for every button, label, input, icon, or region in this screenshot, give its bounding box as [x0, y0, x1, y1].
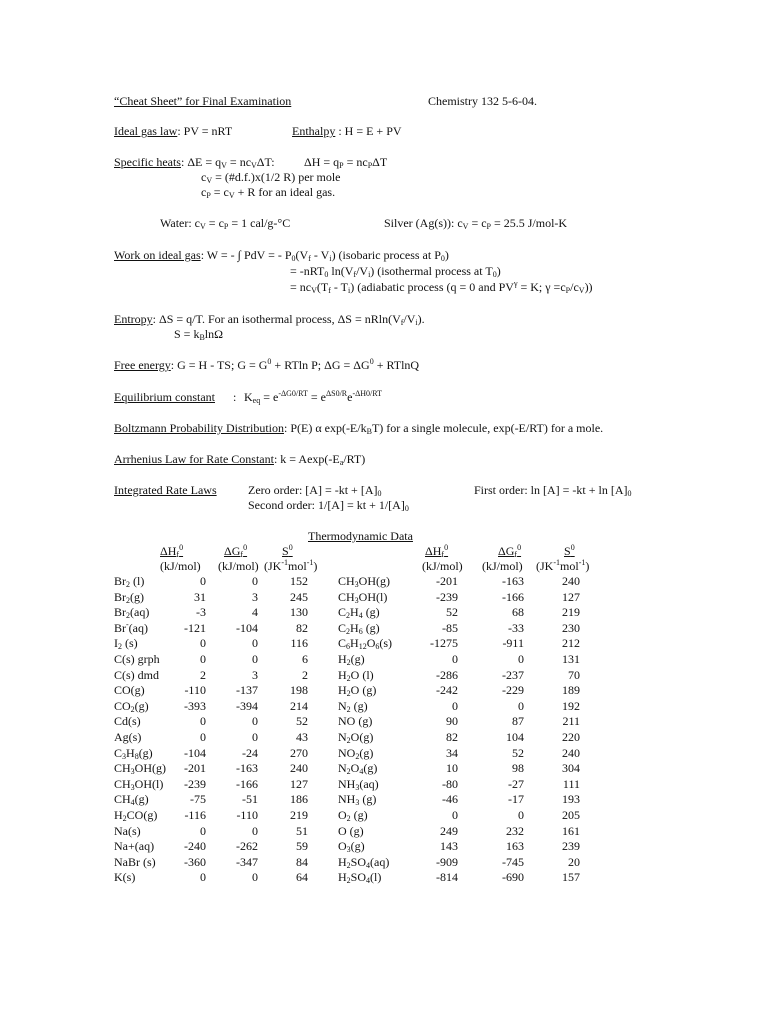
table-row [0, 792, 768, 808]
gibbs-value: -166 [236, 776, 258, 791]
enthalpy-value: -121 [184, 620, 206, 635]
enthalpy-value: -80 [442, 776, 458, 791]
entropy-value: 205 [562, 808, 580, 822]
enthalpy-value: -239 [184, 776, 206, 791]
entropy-value: 2 [302, 667, 308, 682]
gibbs-value: -745 [502, 854, 524, 869]
compound-name: C(s) dmd [114, 667, 159, 682]
entropy-value: 219 [562, 605, 580, 620]
table-row [0, 839, 768, 855]
gibbs-value: -690 [502, 870, 524, 885]
gibbs-value: -27 [508, 776, 524, 791]
enthalpy-value: -240 [184, 839, 206, 854]
entropy-value: 70 [568, 667, 580, 682]
enthalpy-value: 2 [200, 667, 206, 682]
enthalpy-label: Enthalpy [292, 124, 336, 138]
entropy-value: 20 [568, 854, 580, 869]
entropy-value: 186 [290, 792, 308, 807]
course-label: Chemistry 132 5-6-04. [428, 94, 537, 108]
compound-name: $I_2$ (s) [114, 636, 138, 652]
compound-name: $C_6H_{12}O_6(s)$ [338, 636, 393, 652]
thermo-unit-s-right: $(JK^{-1}mol^{-1})$ [536, 558, 590, 573]
work-formula2: = -nRT$_0$ $\ln(V_f/V_i)$ (isothermal process at $T_0$) [290, 264, 501, 279]
thermo-title: Thermodynamic Data [308, 529, 413, 543]
document-title: “Cheat Sheet” for Final Examination [114, 94, 292, 108]
enthalpy-formula: : H = E + PV [338, 124, 402, 138]
enthalpy-value: -201 [436, 574, 458, 588]
entropy-value: 152 [290, 574, 308, 588]
enthalpy-value: -814 [436, 870, 458, 885]
table-row [0, 808, 768, 824]
table-row [0, 824, 768, 840]
ideal-gas-label: Ideal gas law [114, 124, 178, 138]
specific-heats-label: Specific heats [114, 155, 181, 169]
arrhenius-label: Arrhenius Law for Rate Constant [114, 452, 274, 466]
enthalpy-value: -909 [436, 854, 458, 869]
enthalpy-value: -85 [442, 620, 458, 635]
equilibrium-label-text: Equilibrium constant [114, 390, 215, 404]
thermo-unit-g-right: (kJ/mol) [482, 559, 523, 573]
table-row [0, 574, 768, 590]
compound-name: NaBr (s) [114, 854, 156, 869]
enthalpy-value: -1275 [430, 636, 458, 651]
enthalpy-value: 0 [200, 870, 206, 885]
specific-heats-formula1b: $\Delta H = q_P = nc_P\Delta T$ [304, 155, 388, 170]
gibbs-value: 0 [252, 730, 258, 744]
enthalpy-value: 0 [200, 652, 206, 666]
entropy-value: 193 [562, 792, 580, 807]
compound-name: $H_2SO_4(aq)$ [338, 854, 390, 870]
compound-name: $O_2$ (g) [338, 808, 368, 823]
entropy-value: 198 [290, 683, 308, 698]
thermo-head-g-left: $\Delta G_f^0$ [224, 543, 248, 559]
table-row [0, 870, 768, 886]
entropy-value: 270 [290, 745, 308, 760]
compound-name: $CH_3OH(l)$ [114, 776, 164, 792]
gibbs-value: 4 [252, 605, 258, 620]
gibbs-value: 0 [252, 823, 258, 838]
entropy-value: 192 [562, 698, 580, 713]
gibbs-value: 0 [252, 870, 258, 885]
entropy-value: 43 [296, 730, 308, 744]
gibbs-value: -237 [502, 667, 524, 682]
thermo-head-s-right: $S^0$ [564, 543, 575, 558]
compound-name: $H_2O$ (l) [338, 667, 374, 683]
enthalpy-value: -239 [436, 589, 458, 604]
entropy-value: 239 [562, 839, 580, 854]
gibbs-value: 87 [512, 714, 524, 729]
specific-heats-formula2: $c_V$ = (#d.f.)x(1/2 R) per mole [201, 170, 341, 185]
enthalpy-value: 52 [446, 605, 458, 620]
entropy-value: 6 [302, 652, 308, 666]
compound-name: $N_2O(g)$ [338, 730, 374, 745]
compound-name: Ag(s) [114, 730, 142, 744]
table-row [0, 590, 768, 606]
work-label: Work on ideal gas [114, 248, 201, 262]
work-line1 [114, 248, 449, 263]
specific-heats-formula1: : $\Delta E = q_V = nc_V\Delta T$: [180, 155, 275, 170]
entropy-value: 230 [562, 620, 580, 635]
entropy-label: Entropy [114, 312, 153, 326]
table-row [0, 621, 768, 637]
boltzmann-formula: : P(E) α $\exp(-E/k_BT)$ for a single molecule, exp(-E/RT) for a mole. [284, 421, 604, 436]
thermo-head-s-left: $S^0$ [282, 543, 293, 558]
enthalpy-value: -116 [184, 808, 206, 822]
entropy-value: 111 [562, 776, 580, 791]
enthalpy-value: 34 [446, 745, 458, 760]
compound-name: $C_2H_6$ (g) [338, 620, 380, 636]
entropy-value: 59 [296, 839, 308, 854]
entropy-value: 84 [296, 854, 308, 869]
enthalpy-value: 0 [200, 636, 206, 651]
entropy-value: 211 [562, 714, 580, 729]
enthalpy-value: -46 [442, 792, 458, 807]
enthalpy-value: 90 [446, 714, 458, 729]
entropy-value: 131 [562, 652, 580, 666]
rate-laws-label: Integrated Rate Laws [114, 483, 217, 497]
compound-name: $Br_2(g)$ [114, 589, 144, 605]
thermo-head-g-right: $\Delta G_f^0$ [498, 543, 522, 559]
table-row [0, 605, 768, 621]
entropy-value: 240 [290, 761, 308, 776]
gibbs-value: -262 [236, 839, 258, 854]
table-row [0, 761, 768, 777]
enthalpy-value: 0 [452, 698, 458, 713]
compound-name: $NH_3$ (g) [338, 792, 377, 808]
compound-name: Na+(aq) [114, 839, 155, 854]
thermo-unit-g-left: (kJ/mol) [218, 559, 259, 573]
gibbs-value: 3 [252, 667, 258, 682]
enthalpy-value: 31 [194, 589, 206, 604]
gibbs-value: 98 [512, 761, 524, 776]
gibbs-value: -911 [502, 636, 524, 651]
entropy-value: 127 [562, 589, 580, 604]
enthalpy-value: 0 [452, 808, 458, 822]
compound-name: $N_2O_4(g)$ [338, 761, 378, 777]
entropy-value: 64 [296, 870, 308, 885]
entropy-value: 245 [290, 589, 308, 604]
enthalpy-value: 82 [446, 730, 458, 744]
gibbs-value: 3 [252, 589, 258, 604]
entropy-value: 240 [562, 574, 580, 588]
gibbs-value: -17 [508, 792, 524, 807]
gibbs-value: 68 [512, 605, 524, 620]
arrhenius-line [114, 452, 365, 467]
compound-name: $NO_2(g)$ [338, 745, 374, 761]
entropy-formula2: $S = k_B\ln\Omega$ [174, 327, 224, 342]
compound-name: NO (g) [338, 714, 373, 729]
entropy-line1 [114, 312, 425, 327]
compound-name: Br-(aq) [114, 619, 148, 635]
table-row [0, 855, 768, 871]
free-energy-line [114, 358, 419, 373]
compound-name: C(s) grph [114, 652, 160, 666]
entropy-value: 220 [562, 730, 580, 744]
compound-name: $C_3H_8(g)$ [114, 745, 153, 761]
arrhenius-formula: : $k = Aexp(-E_a/RT)$ [273, 452, 366, 467]
table-row [0, 668, 768, 684]
table-row [0, 777, 768, 793]
enthalpy-value: -3 [196, 605, 206, 620]
entropy-value: 212 [562, 636, 580, 651]
entropy-value: 130 [290, 605, 308, 620]
enthalpy-value: -110 [184, 683, 206, 698]
gibbs-value: 52 [512, 745, 524, 760]
water-heat-line: Water: $c_V = c_P = 1$ cal/g-°C [160, 216, 291, 231]
compound-name: $CH_3OH(l)$ [338, 589, 388, 605]
equilibrium-label [114, 390, 215, 405]
ideal-gas-line [114, 124, 232, 139]
entropy-value: 161 [562, 823, 580, 838]
thermo-unit-h-right: (kJ/mol) [422, 559, 463, 573]
compound-name: $O_3(g)$ [338, 839, 365, 855]
enthalpy-value: 10 [446, 761, 458, 776]
compound-name: $CH_3OH(g)$ [114, 761, 166, 777]
gibbs-value: -163 [502, 574, 524, 588]
entropy-value: 116 [290, 636, 308, 651]
entropy-value: 157 [562, 870, 580, 885]
enthalpy-value: -242 [436, 683, 458, 698]
gibbs-value: -104 [236, 620, 258, 635]
gibbs-value: 0 [252, 714, 258, 729]
gibbs-value: -137 [236, 683, 258, 698]
gibbs-value: -166 [502, 589, 524, 604]
work-formula1: : W = - ∫ PdV = - $P_0(V_f - V_i)$ (isobaric process at $P_0$) [200, 248, 449, 263]
table-row [0, 683, 768, 699]
compound-name: Na(s) [114, 823, 141, 838]
entropy-value: 82 [296, 620, 308, 635]
table-row [0, 699, 768, 715]
silver-heat-line: Silver (Ag(s)): $c_V = c_P = 25.5$ J/mol-K [384, 216, 568, 231]
enthalpy-value: 249 [440, 823, 458, 838]
gibbs-value: -110 [236, 808, 258, 822]
equilibrium-formula-prefix: : [233, 390, 237, 404]
compound-name: $CH_4(g)$ [114, 792, 149, 808]
zero-order-law: Zero order: $[A] = -kt + [A]_0$ [248, 483, 382, 498]
entropy-value: 219 [290, 808, 308, 822]
compound-name: Cd(s) [114, 714, 141, 729]
entropy-formula1: : ΔS = q/T. For an isothermal process, $\Delta S = nRln(V_f/V_i)$. [152, 312, 425, 327]
work-formula3: = $nc_V(T_f - T_i)$ (adiabatic process (q = 0 and $PV^\gamma = K$; $\gamma =c_P/c_V$)) [290, 279, 593, 295]
gibbs-value: -33 [508, 620, 524, 635]
compound-name: $H_2O$ (g) [338, 683, 377, 699]
enthalpy-value: -75 [190, 792, 206, 807]
free-energy-formula: : G = H - TS; $G = G^0 + RTln$ P; $\Delta G = \Delta G^0 + RTlnQ$ [170, 357, 420, 372]
compound-name: $C_2H_4$ (g) [338, 605, 380, 621]
entropy-value: 51 [296, 823, 308, 838]
specific-heats-line1 [114, 155, 275, 170]
boltzmann-line [114, 421, 603, 436]
enthalpy-value: -104 [184, 745, 206, 760]
entropy-value: 189 [562, 683, 580, 698]
ideal-gas-formula: : PV = nRT [177, 124, 233, 138]
gibbs-value: -229 [502, 683, 524, 698]
gibbs-value: 0 [252, 652, 258, 666]
thermo-unit-h-left: (kJ/mol) [160, 559, 201, 573]
compound-name: O (g) [338, 823, 364, 838]
first-order-law: First order: $\ln [A] = -kt + \ln [A]_0$ [474, 483, 632, 498]
enthalpy-value: 0 [200, 823, 206, 838]
gibbs-value: -394 [236, 698, 258, 713]
gibbs-value: 0 [252, 574, 258, 588]
table-row [0, 714, 768, 730]
enthalpy-value: 143 [440, 839, 458, 854]
enthalpy-value: 0 [452, 652, 458, 666]
table-row [0, 730, 768, 746]
entropy-value: 52 [296, 714, 308, 729]
table-row [0, 746, 768, 762]
compound-name: $CO_2(g)$ [114, 698, 149, 714]
compound-name: $Br_2$ (l) [114, 574, 145, 589]
gibbs-value: -51 [242, 792, 258, 807]
entropy-value: 240 [562, 745, 580, 760]
thermo-unit-s-left: $(JK^{-1}mol^{-1})$ [264, 558, 318, 573]
compound-name: $NH_3(aq)$ [338, 776, 379, 792]
enthalpy-line [292, 124, 402, 139]
compound-name: $H_2CO(g)$ [114, 808, 158, 823]
free-energy-label: Free energy [114, 358, 171, 372]
enthalpy-value: 0 [200, 730, 206, 744]
equilibrium-formula: $K_{eq} = e^{-\Delta G0/RT} = e^{\Delta S0/R}e^{-\Delta H0/RT}$ [244, 389, 383, 405]
gibbs-value: 0 [252, 636, 258, 651]
boltzmann-label: Boltzmann Probability Distribution [114, 421, 284, 435]
enthalpy-value: -393 [184, 698, 206, 713]
compound-name: $CH_3OH(g)$ [338, 574, 390, 589]
compound-name: $H_2(g)$ [338, 652, 365, 667]
gibbs-value: 0 [518, 652, 524, 666]
thermo-head-h-right: $\Delta H_f^0$ [425, 543, 449, 559]
enthalpy-value: -360 [184, 854, 206, 869]
compound-name: $Br_2(aq)$ [114, 605, 150, 621]
gibbs-value: -163 [236, 761, 258, 776]
enthalpy-value: 0 [200, 574, 206, 588]
compound-name: K(s) [114, 870, 136, 885]
entropy-value: 127 [290, 776, 308, 791]
compound-name: $N_2$ (g) [338, 698, 368, 714]
table-row [0, 636, 768, 652]
entropy-value: 304 [562, 761, 580, 776]
table-row [0, 652, 768, 668]
gibbs-value: 163 [506, 839, 524, 854]
thermo-head-h-left: $\Delta H_f^0$ [160, 543, 184, 559]
gibbs-value: 0 [518, 698, 524, 713]
enthalpy-value: -201 [184, 761, 206, 776]
compound-name: $H_2SO_4(l)$ [338, 870, 382, 886]
entropy-value: 214 [290, 698, 308, 713]
gibbs-value: 104 [506, 730, 524, 744]
gibbs-value: 0 [518, 808, 524, 822]
compound-name: CO(g) [114, 683, 145, 698]
enthalpy-value: 0 [200, 714, 206, 729]
second-order-law: Second order: 1/[A] = kt + $1/[A]_0$ [248, 498, 409, 513]
gibbs-value: -24 [242, 745, 258, 760]
specific-heats-formula3: $c_P = c_V + R$ for an ideal gas. [201, 185, 336, 200]
gibbs-value: 232 [506, 823, 524, 838]
gibbs-value: -347 [236, 854, 258, 869]
enthalpy-value: -286 [436, 667, 458, 682]
